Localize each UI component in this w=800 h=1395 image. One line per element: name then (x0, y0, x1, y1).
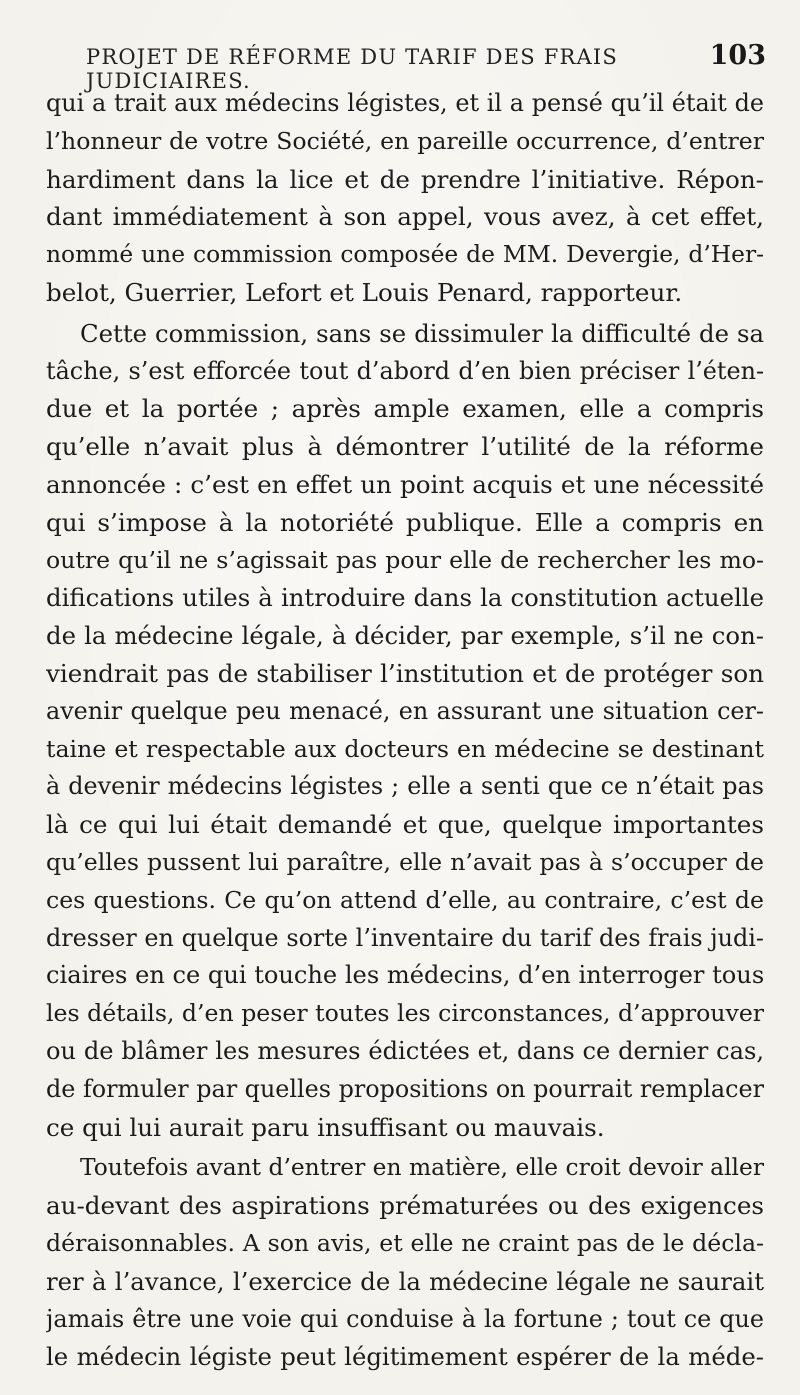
text-line: ou de blâmer les mesures édictées et, dans ce dernier cas, (46, 1036, 764, 1065)
text-line: qui s’impose à la notoriété publique. Elle a compris en (46, 507, 764, 537)
text-line: ce qui lui aurait paru insuffisant ou mauvais. (46, 1112, 605, 1142)
text-line: de formuler par quelles propositions on pourrait remplacer (46, 1074, 764, 1103)
text-line: l’honneur de votre Société, en pareille occurrence, d’entrer (46, 126, 764, 155)
text-line: là ce qui lui était demandé et que, quelque importantes (46, 810, 764, 840)
paragraph-1 (46, 85, 764, 312)
text-line: les détails, d’en peser toutes les circonstances, d’approuver (46, 999, 764, 1028)
text-line: à devenir médecins légistes ; elle a senti que ce n’était pas (46, 772, 764, 801)
text-line: dant immédiatement à son appel, vous avez, à cet effet, (46, 202, 764, 232)
text-line: le médecin légiste peut légitimement espérer de la méde- (46, 1342, 764, 1372)
text-line: dresser en quelque sorte l’inventaire du tarif des frais judi- (46, 923, 764, 952)
text-line: Cette commission, sans se dissimuler la difficulté de sa (80, 318, 764, 348)
text-line: outre qu’il ne s’agissait pas pour elle de rechercher les mo- (46, 545, 764, 574)
text-line: qu’elle n’avait plus à démontrer l’utilité de la réforme (46, 432, 764, 462)
text-line: qu’elles pussent lui paraître, elle n’avait pas à s’occuper de (46, 847, 764, 876)
text-line: difications utiles à introduire dans la constitution actuelle (46, 583, 764, 613)
text-line: au-devant des aspirations prématurées ou des exigences (46, 1191, 764, 1221)
paragraph-3 (46, 1149, 764, 1376)
text-line: avenir quelque peu menacé, en assurant une situation cer- (46, 696, 764, 725)
text-line: hardiment dans la lice et de prendre l’initiative. Répon- (46, 164, 764, 194)
text-line: belot, Guerrier, Lefort et Louis Penard, rapporteur. (46, 277, 683, 307)
paragraph-2 (46, 315, 764, 1147)
text-line: annoncée : c’est en effet un point acquis et une nécessité (46, 469, 764, 499)
text-line: due et la portée ; après ample examen, elle a compris (46, 394, 764, 424)
text-line: rer à l’avance, l’exercice de la médecine légale ne saurait (46, 1266, 764, 1296)
text-line: ces questions. Ce qu’on attend d’elle, au contraire, c’est de (46, 885, 764, 914)
text-line: déraisonnables. A son avis, et elle ne craint pas de le décla- (46, 1228, 764, 1257)
text-line: de la médecine légale, à décider, par exemple, s’il ne con- (46, 621, 764, 651)
text-line: jamais être une voie qui conduise à la fortune ; tout ce que (46, 1304, 764, 1333)
text-line: viendrait pas de stabiliser l’institution et de protéger son (46, 658, 764, 688)
body-text (46, 85, 764, 1376)
text-line: Toutefois avant d’entrer en matière, elle croit devoir aller (80, 1153, 764, 1182)
running-head: PROJET DE RÉFORME DU TARIF DES FRAIS JUDICIAIRES. (86, 45, 618, 93)
page-header (86, 40, 766, 93)
text-line: qui a trait aux médecins légistes, et il a pensé qu’il était de (46, 89, 764, 117)
page-number: 103 (709, 40, 766, 71)
text-line: tâche, s’est efforcée tout d’abord d’en bien préciser l’éten- (46, 356, 764, 385)
text-line: nommé une commission composée de MM. Devergie, d’Her- (46, 240, 764, 269)
text-line: taine et respectable aux docteurs en médecine se destinant (46, 734, 764, 763)
text-line: ciaires en ce qui touche les médecins, d’en interroger tous (46, 961, 764, 990)
